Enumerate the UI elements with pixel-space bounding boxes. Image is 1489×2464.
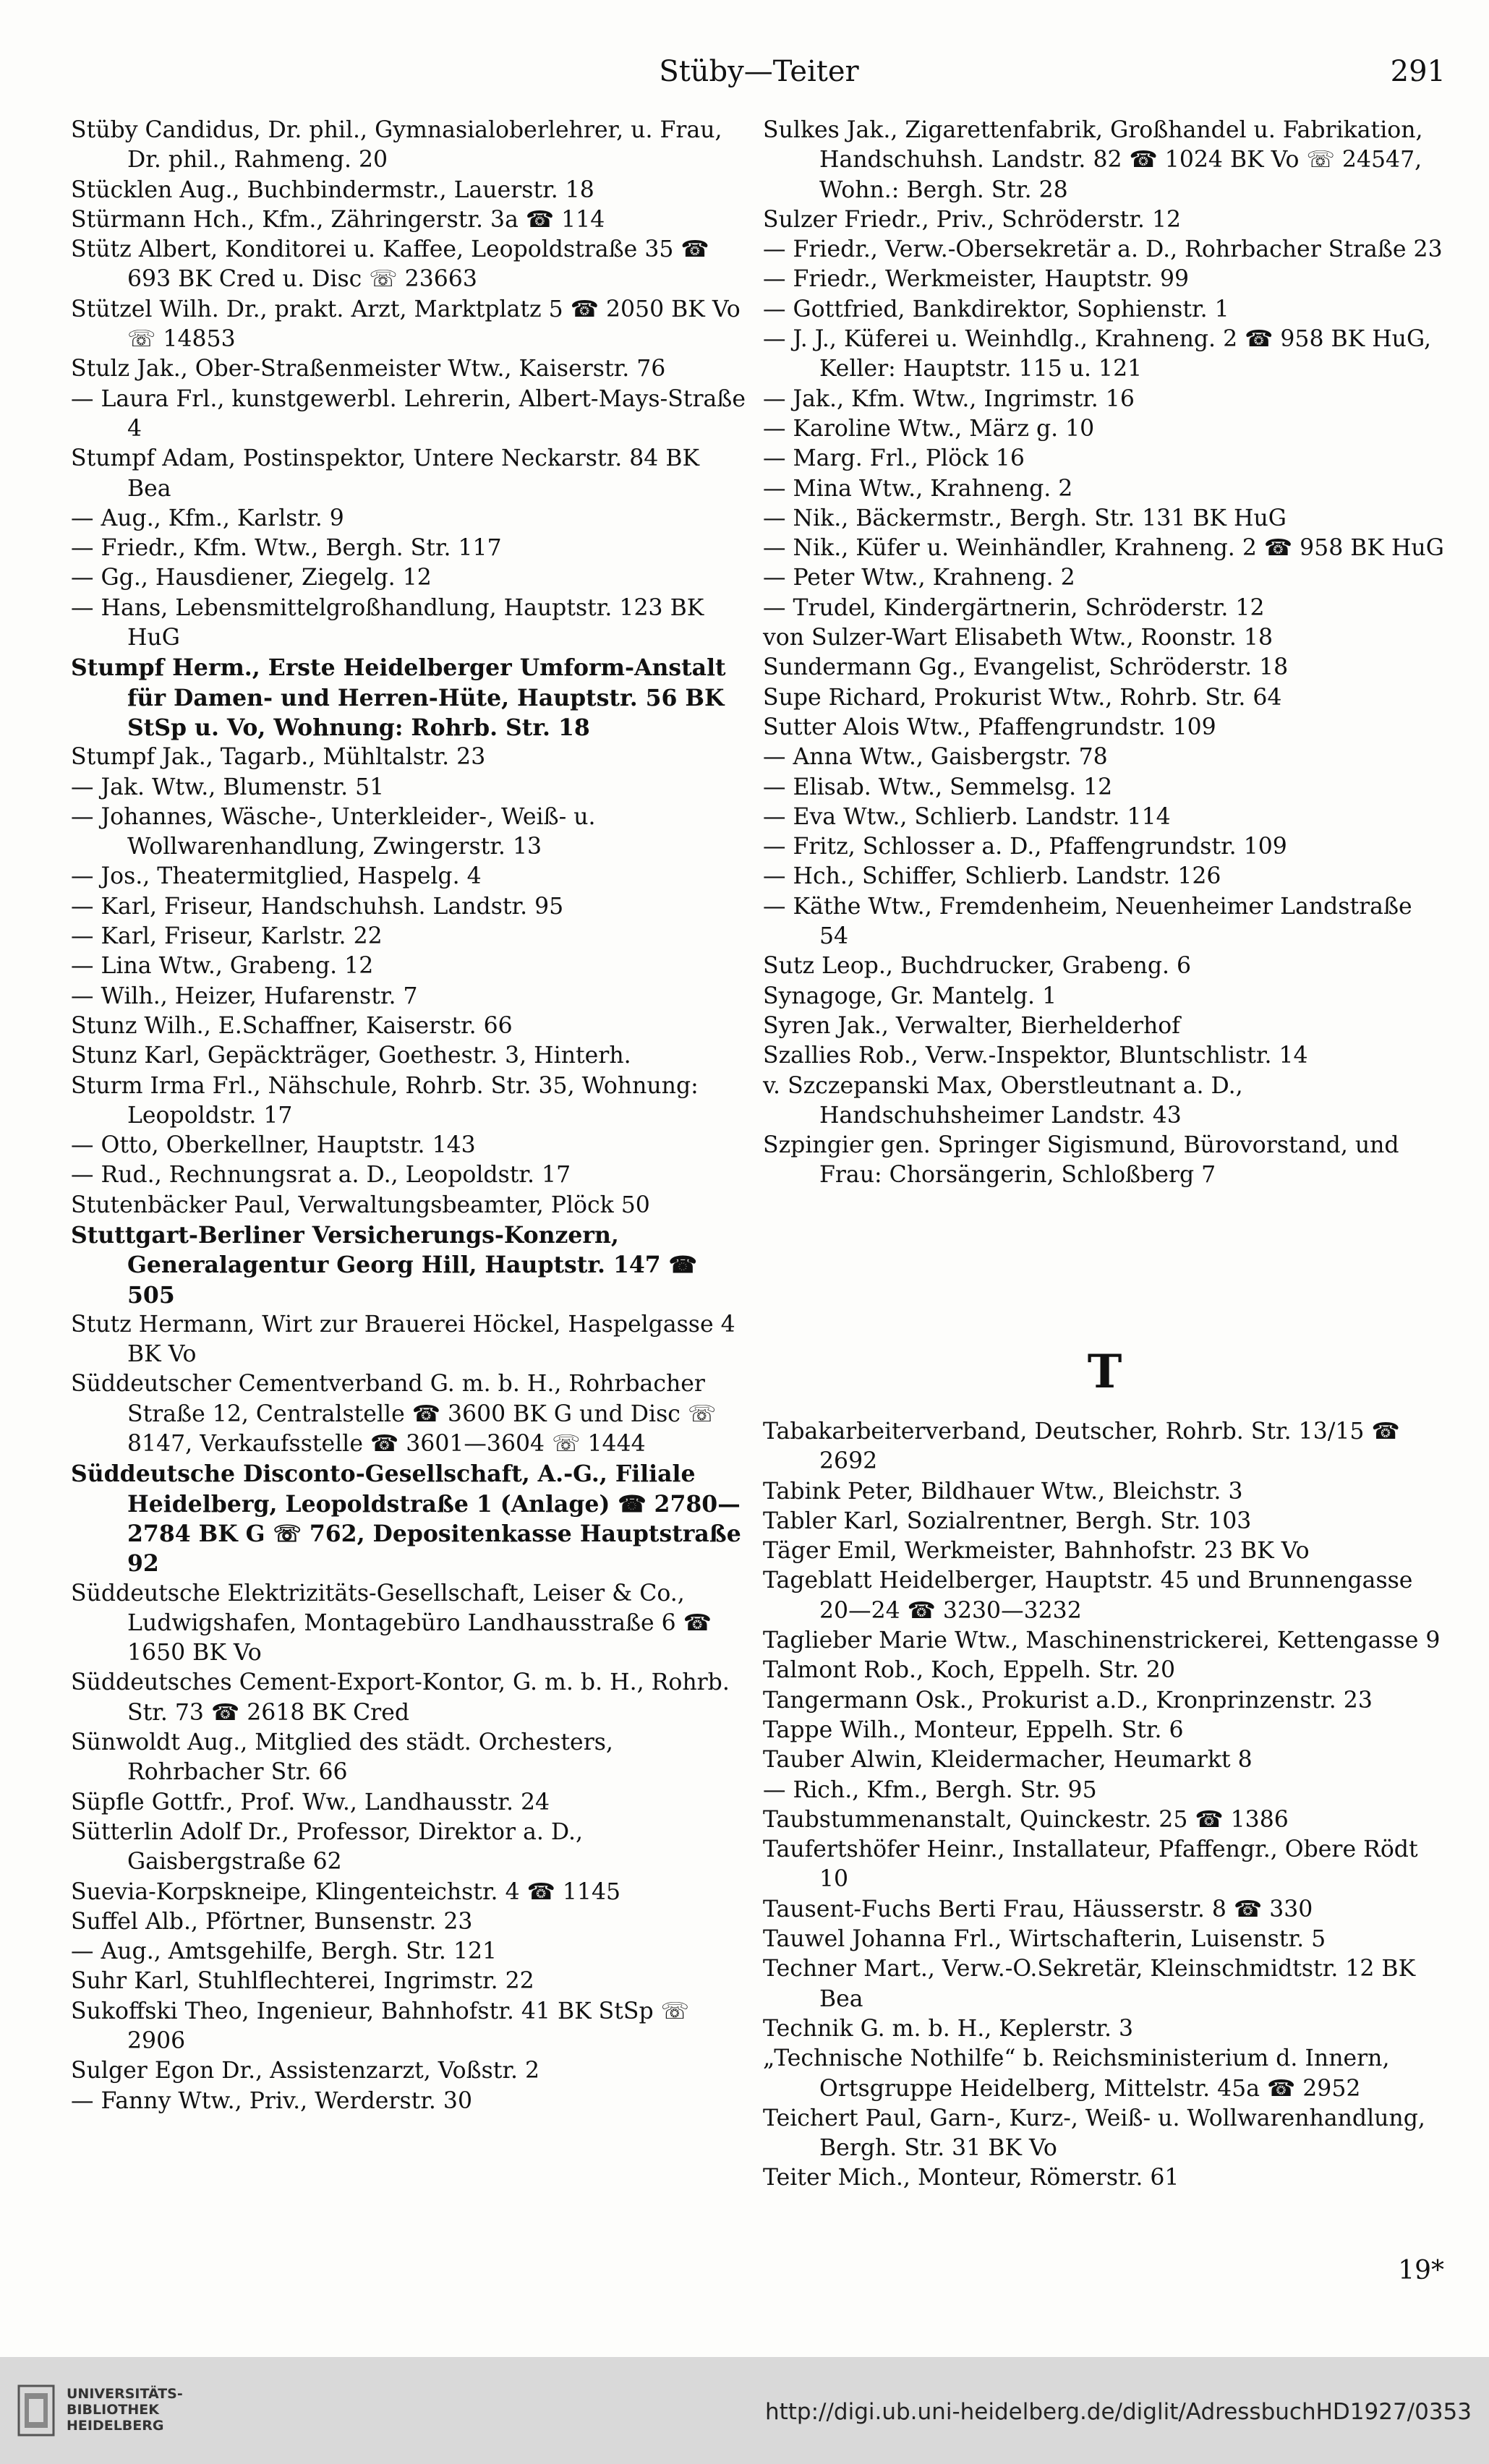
- directory-entry: Stützel Wilh. Dr., prakt. Arzt, Marktplatz 5 ☎ 2050 BK Vo ☏ 14853: [71, 296, 741, 353]
- directory-entry: Technik G. m. b. H., Keplerstr. 3: [763, 2015, 1134, 2042]
- directory-entry: Stumpf Jak., Tagarb., Mühltalstr. 23: [71, 744, 486, 771]
- directory-entry: Täger Emil, Werkmeister, Bahnhofstr. 23 BK Vo: [763, 1538, 1310, 1565]
- directory-entry: — Jak. Wtw., Blumenstr. 51: [71, 774, 385, 800]
- page-number: 291: [1390, 55, 1446, 88]
- directory-entry: — Gottfried, Bankdirektor, Sophienstr. 1: [763, 296, 1229, 322]
- directory-entry: — Fritz, Schlosser a. D., Pfaffengrundstr. 109: [763, 834, 1287, 860]
- directory-entry: — Elisab. Wtw., Semmelsg. 12: [763, 774, 1113, 800]
- directory-entry: Suevia-Korpskneipe, Klingenteichstr. 4 ☎ 1145: [71, 1878, 621, 1905]
- directory-entry: — Friedr., Kfm. Wtw., Bergh. Str. 117: [71, 535, 502, 562]
- directory-entry: Tappe Wilh., Monteur, Eppelh. Str. 6: [763, 1716, 1184, 1743]
- directory-entry: Tausent-Fuchs Berti Frau, Häusserstr. 8 ☎ 330: [763, 1896, 1313, 1922]
- directory-entry: Sutter Alois Wtw., Pfaffengrundstr. 109: [763, 714, 1216, 740]
- directory-entry: Sütterlin Adolf Dr., Professor, Direktor a. D., Gaisbergstraße 62: [71, 1818, 584, 1875]
- directory-entry: Szpingier gen. Springer Sigismund, Bürovorstand, und Frau: Chorsängerin, Schloßberg 7: [763, 1132, 1399, 1189]
- directory-entry: Süddeutsche Disconto-Gesellschaft, A.-G., Filiale Heidelberg, Leopoldstraße 1 (Anlage) ☎ 2780—2784 BK G ☏ 762, Depositenkasse Hauptstraße 92: [71, 1460, 741, 1578]
- directory-entry: — Aug., Amtsgehilfe, Bergh. Str. 121: [71, 1938, 498, 1965]
- directory-entry: Süddeutsche Elektrizitäts-Gesellschaft, Leiser & Co., Ludwigshafen, Montagebüro Landhausstraße 6 ☎ 1650 BK Vo: [71, 1580, 712, 1667]
- directory-entry: — Trudel, Kindergärtnerin, Schröderstr. 12: [763, 594, 1265, 621]
- directory-entry: Süpfle Gottfr., Prof. Ww., Landhausstr. 24: [71, 1789, 550, 1815]
- directory-entry: — Hans, Lebensmittelgroßhandlung, Hauptstr. 123 BK HuG: [71, 594, 704, 651]
- directory-entry: Supe Richard, Prokurist Wtw., Rohrb. Str. 64: [763, 684, 1282, 711]
- directory-entry: Sünwoldt Aug., Mitglied des städt. Orchesters, Rohrbacher Str. 66: [71, 1729, 613, 1786]
- directory-entry: Tageblatt Heidelberger, Hauptstr. 45 und Brunnengasse 20—24 ☎ 3230—3232: [763, 1567, 1413, 1624]
- directory-entry: Sulzer Friedr., Priv., Schröderstr. 12: [763, 206, 1182, 233]
- directory-entry: — Eva Wtw., Schlierb. Landstr. 114: [763, 803, 1171, 830]
- directory-entry: — Friedr., Werkmeister, Hauptstr. 99: [763, 266, 1190, 293]
- signature-mark: 19*: [1398, 2256, 1444, 2285]
- directory-entry: — Marg. Frl., Plöck 16: [763, 445, 1025, 472]
- library-name: UNIVERSITÄTS- BIBLIOTHEK HEIDELBERG: [67, 2386, 183, 2434]
- directory-entry: Stürmann Hch., Kfm., Zähringerstr. 3a ☎ 114: [71, 206, 605, 233]
- directory-entry: Synagoge, Gr. Mantelg. 1: [763, 983, 1057, 1009]
- directory-entry: — Karl, Friseur, Karlstr. 22: [71, 923, 383, 950]
- footer-bar: [0, 2357, 1489, 2464]
- directory-entry: Stuttgart-Berliner Versicherungs-Konzern, Generalagentur Georg Hill, Hauptstr. 147 ☎ 505: [71, 1221, 697, 1309]
- directory-entry: Teichert Paul, Garn-, Kurz-, Weiß- u. Wollwarenhandlung, Bergh. Str. 31 BK Vo: [763, 2105, 1425, 2162]
- directory-entry: Stutz Hermann, Wirt zur Brauerei Höckel, Haspelgasse 4 BK Vo: [71, 1311, 735, 1368]
- library-seal-icon: [16, 2382, 56, 2439]
- directory-entry: — Otto, Oberkellner, Hauptstr. 143: [71, 1132, 476, 1159]
- directory-entry: „Technische Nothilfe“ b. Reichsministerium d. Innern, Ortsgruppe Heidelberg, Mittelstr. 45a ☎ 2952: [763, 2045, 1390, 2102]
- directory-entry: Tauber Alwin, Kleidermacher, Heumarkt 8: [763, 1747, 1253, 1774]
- directory-entry: von Sulzer-Wart Elisabeth Wtw., Roonstr. 18: [763, 625, 1273, 651]
- directory-entry: Teiter Mich., Monteur, Römerstr. 61: [763, 2165, 1179, 2191]
- directory-entry: Stutenbäcker Paul, Verwaltungsbeamter, Plöck 50: [71, 1192, 650, 1218]
- directory-entry: Tabakarbeiterverband, Deutscher, Rohrb. Str. 13/15 ☎ 2692: [763, 1419, 1400, 1475]
- directory-entry: — Jak., Kfm. Wtw., Ingrimstr. 16: [763, 385, 1135, 412]
- directory-entry: — Karoline Wtw., März g. 10: [763, 415, 1095, 442]
- directory-entry: — Karl, Friseur, Handschuhsh. Landstr. 95: [71, 893, 564, 920]
- directory-entry: — Rud., Rechnungsrat a. D., Leopoldstr. 17: [71, 1162, 571, 1189]
- directory-entry: Stumpf Adam, Postinspektor, Untere Neckarstr. 84 BK Bea: [71, 445, 700, 502]
- directory-entry: — Peter Wtw., Krahneng. 2: [763, 565, 1075, 591]
- directory-entry: Sukoffski Theo, Ingenieur, Bahnhofstr. 41 BK StSp ☏ 2906: [71, 1998, 690, 2054]
- directory-entry: — Johannes, Wäsche-, Unterkleider-, Weiß- u. Wollwarenhandlung, Zwingerstr. 13: [71, 803, 596, 860]
- directory-entry: Stulz Jak., Ober-Straßenmeister Wtw., Kaiserstr. 76: [71, 356, 666, 382]
- left-column: [71, 116, 747, 2116]
- directory-entry: Techner Mart., Verw.-O.Sekretär, Kleinschmidtstr. 12 BK Bea: [763, 1956, 1416, 2012]
- directory-entry: Süddeutscher Cementverband G. m. b. H., Rohrbacher Straße 12, Centralstelle ☎ 3600 BK G und Disc ☏ 8147, Verkaufsstelle ☎ 3601—3604 ☏ 1444: [71, 1371, 717, 1458]
- directory-entry: — Nik., Bäckermstr., Bergh. Str. 131 BK HuG: [763, 505, 1287, 531]
- directory-entry: — Fanny Wtw., Priv., Werderstr. 30: [71, 2087, 473, 2114]
- directory-entry: Stunz Karl, Gepäckträger, Goethestr. 3, Hinterh.: [71, 1043, 631, 1069]
- directory-entry: Talmont Rob., Koch, Eppelh. Str. 20: [763, 1657, 1175, 1684]
- directory-entry: Stücklen Aug., Buchbindermstr., Lauerstr. 18: [71, 176, 594, 203]
- directory-entry: — Aug., Kfm., Karlstr. 9: [71, 505, 344, 531]
- directory-entry: Syren Jak., Verwalter, Bierhelderhof: [763, 1012, 1180, 1039]
- directory-entry: Sturm Irma Frl., Nähschule, Rohrb. Str. 35, Wohnung: Leopoldstr. 17: [71, 1072, 699, 1129]
- directory-entry: Sulkes Jak., Zigarettenfabrik, Großhandel u. Fabrikation, Handschuhsh. Landstr. 82 ☎ 1024 BK Vo ☏ 24547, Wohn.: Bergh. Str. 28: [763, 117, 1423, 203]
- directory-entry: Szallies Rob., Verw.-Inspektor, Bluntschlistr. 14: [763, 1043, 1308, 1069]
- right-column: [763, 116, 1446, 1191]
- directory-entry: Taglieber Marie Wtw., Maschinenstrickerei, Kettengasse 9: [763, 1627, 1441, 1654]
- directory-entry: — Friedr., Verw.-Obersekretär a. D., Rohrbacher Straße 23: [763, 236, 1443, 263]
- directory-entry: Taubstummenanstalt, Quinckestr. 25 ☎ 1386: [763, 1806, 1289, 1833]
- directory-entry: Tauwel Johanna Frl., Wirtschafterin, Luisenstr. 5: [763, 1926, 1326, 1953]
- directory-entry: — J. J., Küferei u. Weinhdlg., Krahneng. 2 ☎ 958 BK HuG, Keller: Hauptstr. 115 u. 121: [763, 326, 1432, 382]
- directory-entry: Sulger Egon Dr., Assistenzarzt, Voßstr. 2: [71, 2058, 540, 2084]
- directory-entry: Taufertshöfer Heinr., Installateur, Pfaffengr., Obere Rödt 10: [763, 1836, 1418, 1893]
- directory-entry: — Lina Wtw., Grabeng. 12: [71, 953, 374, 980]
- t-section-column: [763, 1417, 1446, 2194]
- page-header: [72, 51, 1446, 94]
- directory-entry: — Jos., Theatermitglied, Haspelg. 4: [71, 863, 482, 890]
- directory-entry: Stüby Candidus, Dr. phil., Gymnasialoberlehrer, u. Frau, Dr. phil., Rahmeng. 20: [71, 117, 722, 174]
- directory-entry: — Käthe Wtw., Fremdenheim, Neuenheimer Landstraße 54: [763, 893, 1412, 950]
- directory-entry: Tabink Peter, Bildhauer Wtw., Bleichstr. 3: [763, 1478, 1243, 1505]
- directory-entry: Tabler Karl, Sozialrentner, Bergh. Str. 103: [763, 1507, 1252, 1534]
- directory-entry: — Rich., Kfm., Bergh. Str. 95: [763, 1776, 1097, 1803]
- running-title: Stüby—Teiter: [659, 55, 859, 88]
- directory-entry: Süddeutsches Cement-Export-Kontor, G. m. b. H., Rohrb. Str. 73 ☎ 2618 BK Cred: [71, 1669, 730, 1726]
- directory-entry: Tangermann Osk., Prokurist a.D., Kronprinzenstr. 23: [763, 1687, 1373, 1714]
- directory-entry: Stütz Albert, Konditorei u. Kaffee, Leopoldstraße 35 ☎ 693 BK Cred u. Disc ☏ 23663: [71, 236, 709, 293]
- directory-entry: v. Szczepanski Max, Oberstleutnant a. D., Handschuhsheimer Landstr. 43: [763, 1072, 1243, 1129]
- directory-entry: — Laura Frl., kunstgewerbl. Lehrerin, Albert-Mays-Straße 4: [71, 385, 746, 442]
- directory-entry: Stumpf Herm., Erste Heidelberger Umform-Anstalt für Damen- und Herren-Hüte, Hauptstr. 56 BK StSp u. Vo, Wohnung: Rohrb. Str. 18: [71, 654, 726, 741]
- directory-entry: Sundermann Gg., Evangelist, Schröderstr. 18: [763, 654, 1289, 681]
- directory-entry: — Hch., Schiffer, Schlierb. Landstr. 126: [763, 863, 1221, 890]
- directory-entry: — Gg., Hausdiener, Ziegelg. 12: [71, 565, 432, 591]
- directory-entry: Suhr Karl, Stuhlflechterei, Ingrimstr. 22: [71, 1968, 534, 1995]
- directory-entry: Stunz Wilh., E.Schaffner, Kaiserstr. 66: [71, 1012, 513, 1039]
- section-letter: T: [1087, 1345, 1122, 1399]
- directory-entry: Sutz Leop., Buchdrucker, Grabeng. 6: [763, 953, 1192, 980]
- directory-entry: — Mina Wtw., Krahneng. 2: [763, 475, 1073, 502]
- directory-entry: — Anna Wtw., Gaisbergstr. 78: [763, 744, 1108, 771]
- source-url-link[interactable]: http://digi.ub.uni-heidelberg.de/diglit/AdressbuchHD1927/0353: [764, 2399, 1472, 2425]
- directory-entry: — Wilh., Heizer, Hufarenstr. 7: [71, 983, 418, 1009]
- directory-entry: Suffel Alb., Pförtner, Bunsenstr. 23: [71, 1908, 473, 1935]
- directory-entry: — Nik., Küfer u. Weinhändler, Krahneng. 2 ☎ 958 BK HuG: [763, 535, 1444, 562]
